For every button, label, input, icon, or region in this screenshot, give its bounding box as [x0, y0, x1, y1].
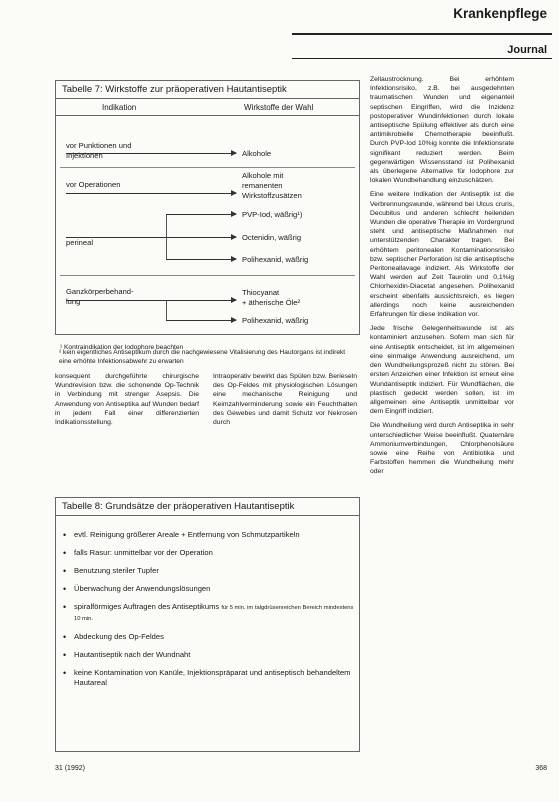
paragraph: Zellaustrocknung. Bei erhöhtem Infektionsrisiko, z.B. bei ausgedehnten traumatischen Wunden und eigenanteil septischen Eingriffen, wird die Inzidenz postoperativer Wundinfektionen durch lokale antiseptische Spülung effektiver als durch eine antimikrobielle Chemotherapie beeinflußt. Durch PVP-Iod 10%ig konnte die Infektionsrate signifikant reduziert werden. Beim gegenwärtigen Wissensstand ist Polihexanid als überlegene Alternative für Iodophore zur lokalen Wundbehandlung einzuschätzen. [370, 76, 514, 185]
paragraph: Eine weitere Indikation der Antiseptik ist die Verbrennungswunde, während bei Ulcus cruris, Decubitus und anderen schlecht heilenden Wunden die operative Therapie im Vordergrund steht und antiseptische Maßnahmen nur unterstützenden Charakter tragen. Bei erhöhtem peritonealen Kontaminationsrisiko bzw. septischer Perforation ist die antiseptische Peritoneallavage indiziert. Als Wirkstoffe der Wahl werden auf Zeit Taurolin und 0,1%ig Chlorhexidin-Diacetat angesehen. Polihexanid erscheint ebenfalls aussichtsreich, es liegen allerdings noch keine ausreichenden Erfahrungen für diese Indikation vor. [370, 191, 514, 319]
indication-punktion: vor Punktionen und Injektionen [66, 141, 132, 160]
bullet-icon: • [63, 548, 67, 558]
col-header-indikation: Indikation [102, 103, 137, 112]
table-7-title: Tabelle 7: Wirkstoffe zur präoperativen Hautantiseptik [56, 81, 359, 99]
agent-pvp-iod: PVP-Iod, wäßrig¹) [242, 210, 303, 219]
body-text-right [370, 75, 514, 482]
arrow-polihexanid-2 [166, 320, 236, 321]
body-text-mid: Intraoperativ bewirkt das Spülen bzw. Berieseln des Op-Feldes mit physiologischen Lösungen eine mechanische Reinigung und Keimzahlverminderung sowie ein Feuchthalten des Gewebes und damit Schutz vor Nekrosen durch [213, 373, 357, 427]
list-item: • keine Kontamination von Kanüle, Injektionspräparat und antiseptisch behandeltem Hautareal [63, 668, 351, 687]
journal-subtitle: Journal [507, 44, 547, 56]
arrow-thiocyanat [66, 300, 236, 301]
footnote-1: ¹ Kontraindikation der Iodophore beachten [60, 344, 184, 351]
list-item: • Hautantiseptik nach der Wundnaht [63, 650, 191, 660]
list-item: • falls Rasur: unmittelbar vor der Operation [63, 548, 213, 558]
indication-ganzkoerper: Ganzkörperbehand- lung [66, 287, 134, 306]
list-item: • evtl. Reinigung größerer Areale + Entfernung von Schmutzpartikeln [63, 530, 300, 540]
list-item-note: für 5 min. im talgdrüsenreichen Bereich mindestens 10 min. [74, 605, 354, 622]
paragraph: Die Wundheilung wird durch Antiseptika in sehr unterschiedlicher Weise beeinflußt. Quaternäre Ammoniumverbindungen, Chlorphenolsäure sowie eine Reihe von Antibiotika und Farbstoffen hemmen die Wundheilung mehr oder [370, 422, 514, 476]
header-separator [56, 115, 359, 116]
agent-thiocyanat: Thiocyanat + ätherische Öle² [242, 288, 301, 307]
paragraph: Jede frische Gelegenheitswunde ist als kontaminiert anzusehen. Sofern man sich für eine Antiseptik entscheidet, ist im allgemeinen eine einmalige Anwendung ausreichend, um den Wundheilungsprozeß nicht zu stören. Bei ersten Anzeichen einer Infektion ist erneut eine Wundantiseptik indiziert. Für Wundflächen, die plastisch gedeckt werden sollen, ist im allgemeinen eine Antiseptik unmittelbar vor dem Eingriff indiziert. [370, 325, 514, 416]
bullet-icon: • [63, 602, 67, 612]
list-item: • Benutzung steriler Tupfer [63, 566, 159, 576]
list-item: • Abdeckung des Op-Feldes [63, 632, 164, 642]
bullet-icon: • [63, 632, 67, 642]
agent-polihexanid: Polihexanid, wäßrig [242, 255, 309, 264]
bullet-icon: • [63, 584, 67, 594]
header-rule-2 [292, 58, 552, 59]
header-rule [292, 33, 552, 35]
bullet-icon: • [63, 530, 67, 540]
agent-octenidin: Octenidin, wäßrig [242, 233, 302, 242]
bullet-icon: • [63, 566, 67, 576]
arrow-punktion [66, 153, 236, 154]
body-text-left: konsequent durchgeführte chirurgische Wundrevision bzw. die schonende Op-Technik in Verbindung mit strenger Asepsis. Die Anwendung von Antiseptika auf Wunden bedarf in jedem Fall einer differenzierten Indikationsstellung. [55, 373, 199, 427]
row-line [60, 167, 355, 168]
agent-alkohole-remanent: Alkohole mit remanenten Wirkstoffzusätzen [242, 171, 302, 200]
footer-issue: 31 (1992) [55, 765, 85, 772]
bullet-icon: • [63, 668, 67, 678]
footnote-2: ² kein eigentliches Antiseptikum durch die nachgewiesene Vitalisierung des Hautorgans ist indirekt eine erhöhte Infektionsabwehr zu erwarten [59, 349, 346, 365]
arrow-octenidin [66, 237, 236, 238]
arrow-operation [66, 193, 236, 194]
bracket-ganzkoerper [166, 300, 167, 320]
table-7 [55, 80, 360, 351]
col-header-wirkstoffe: Wirkstoffe der Wahl [244, 103, 314, 112]
arrow-pvp [166, 214, 236, 215]
page-number: 368 [535, 765, 547, 772]
arrow-polihexanid-1 [166, 259, 236, 260]
indication-operation: vor Operationen [66, 180, 121, 189]
agent-polihexanid-2: Polihexanid, wäßrig [242, 316, 309, 325]
list-item: • Überwachung der Anwendungslösungen [63, 584, 211, 594]
row-line [60, 275, 355, 276]
journal-name: Krankenpflege [453, 6, 547, 21]
agent-alkohole: Alkohole [242, 149, 272, 158]
indication-perineal: perineal [66, 238, 94, 247]
table-8 [55, 497, 360, 752]
bullet-icon: • [63, 650, 67, 660]
principles-list [62, 530, 354, 696]
list-item: • spiralförmiges Auftragen des Antiseptikums für 5 min. im talgdrüsenreichen Bereich mindestens 10 min. [63, 602, 354, 622]
table-8-title: Tabelle 8: Grundsätze der präoperativen Hautantiseptik [56, 498, 359, 516]
